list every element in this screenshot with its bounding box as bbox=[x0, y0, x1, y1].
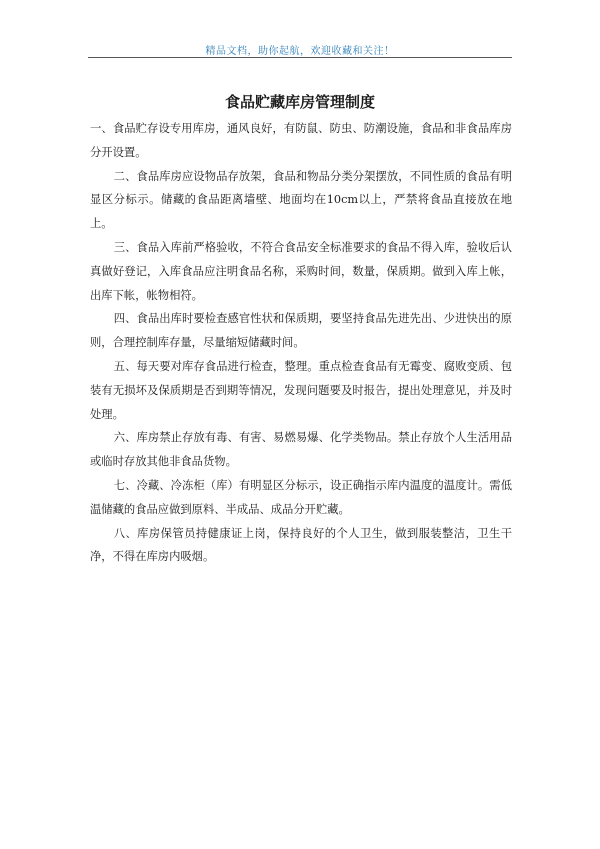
paragraph-7: 七、冷藏、冷冻柜（库）有明显区分标示，设正确指示库内温度的温度计。需低温储藏的食品应做到原料、半成品、成品分开贮藏。 bbox=[90, 478, 512, 516]
paragraph-2: 二、食品库房应设物品存放架，食品和物品分类分架摆放，不同性质的食品有明显区分标示。储藏的食品距离墙壁、地面均在10cm以上，严禁将食品直接放在地上。 bbox=[90, 169, 512, 231]
paragraph-4: 四、食品出库时要检查感官性状和保质期，要坚持食品先进先出、少进快出的原则，合理控制库存量，尽量缩短储藏时间。 bbox=[90, 312, 512, 350]
paragraph-6: 六、库房禁止存放有毒、有害、易燃易爆、化学类物品。禁止存放个人生活用品或临时存放其他非食品货物。 bbox=[90, 431, 512, 469]
header-divider bbox=[88, 57, 512, 58]
paragraph-5: 五、每天要对库存食品进行检查，整理。重点检查食品有无霉变、腐败变质、包装有无损坏及保质期是否到期等情况，发现问题要及时报告，提出处理意见，并及时处理。 bbox=[90, 359, 512, 421]
header-note: 精品文档，助你起航，欢迎收藏和关注！ bbox=[205, 46, 395, 57]
paragraph-8: 八、库房保管员持健康证上岗，保持良好的个人卫生，做到服装整洁，卫生干净，不得在库房内吸烟。 bbox=[90, 526, 512, 564]
document-body bbox=[90, 117, 512, 569]
document-title: 食品贮藏库房管理制度 bbox=[224, 93, 375, 111]
paragraph-3: 三、食品入库前严格验收，不符合食品安全标准要求的食品不得入库，验收后认真做好登记，入库食品应注明食品名称，采购时间，数量，保质期。做到入库上帐，出库下帐，帐物相符。 bbox=[90, 240, 512, 302]
paragraph-1: 一、食品贮存设专用库房，通风良好，有防鼠、防虫、防潮设施，食品和非食品库房分开设置。 bbox=[90, 122, 512, 159]
